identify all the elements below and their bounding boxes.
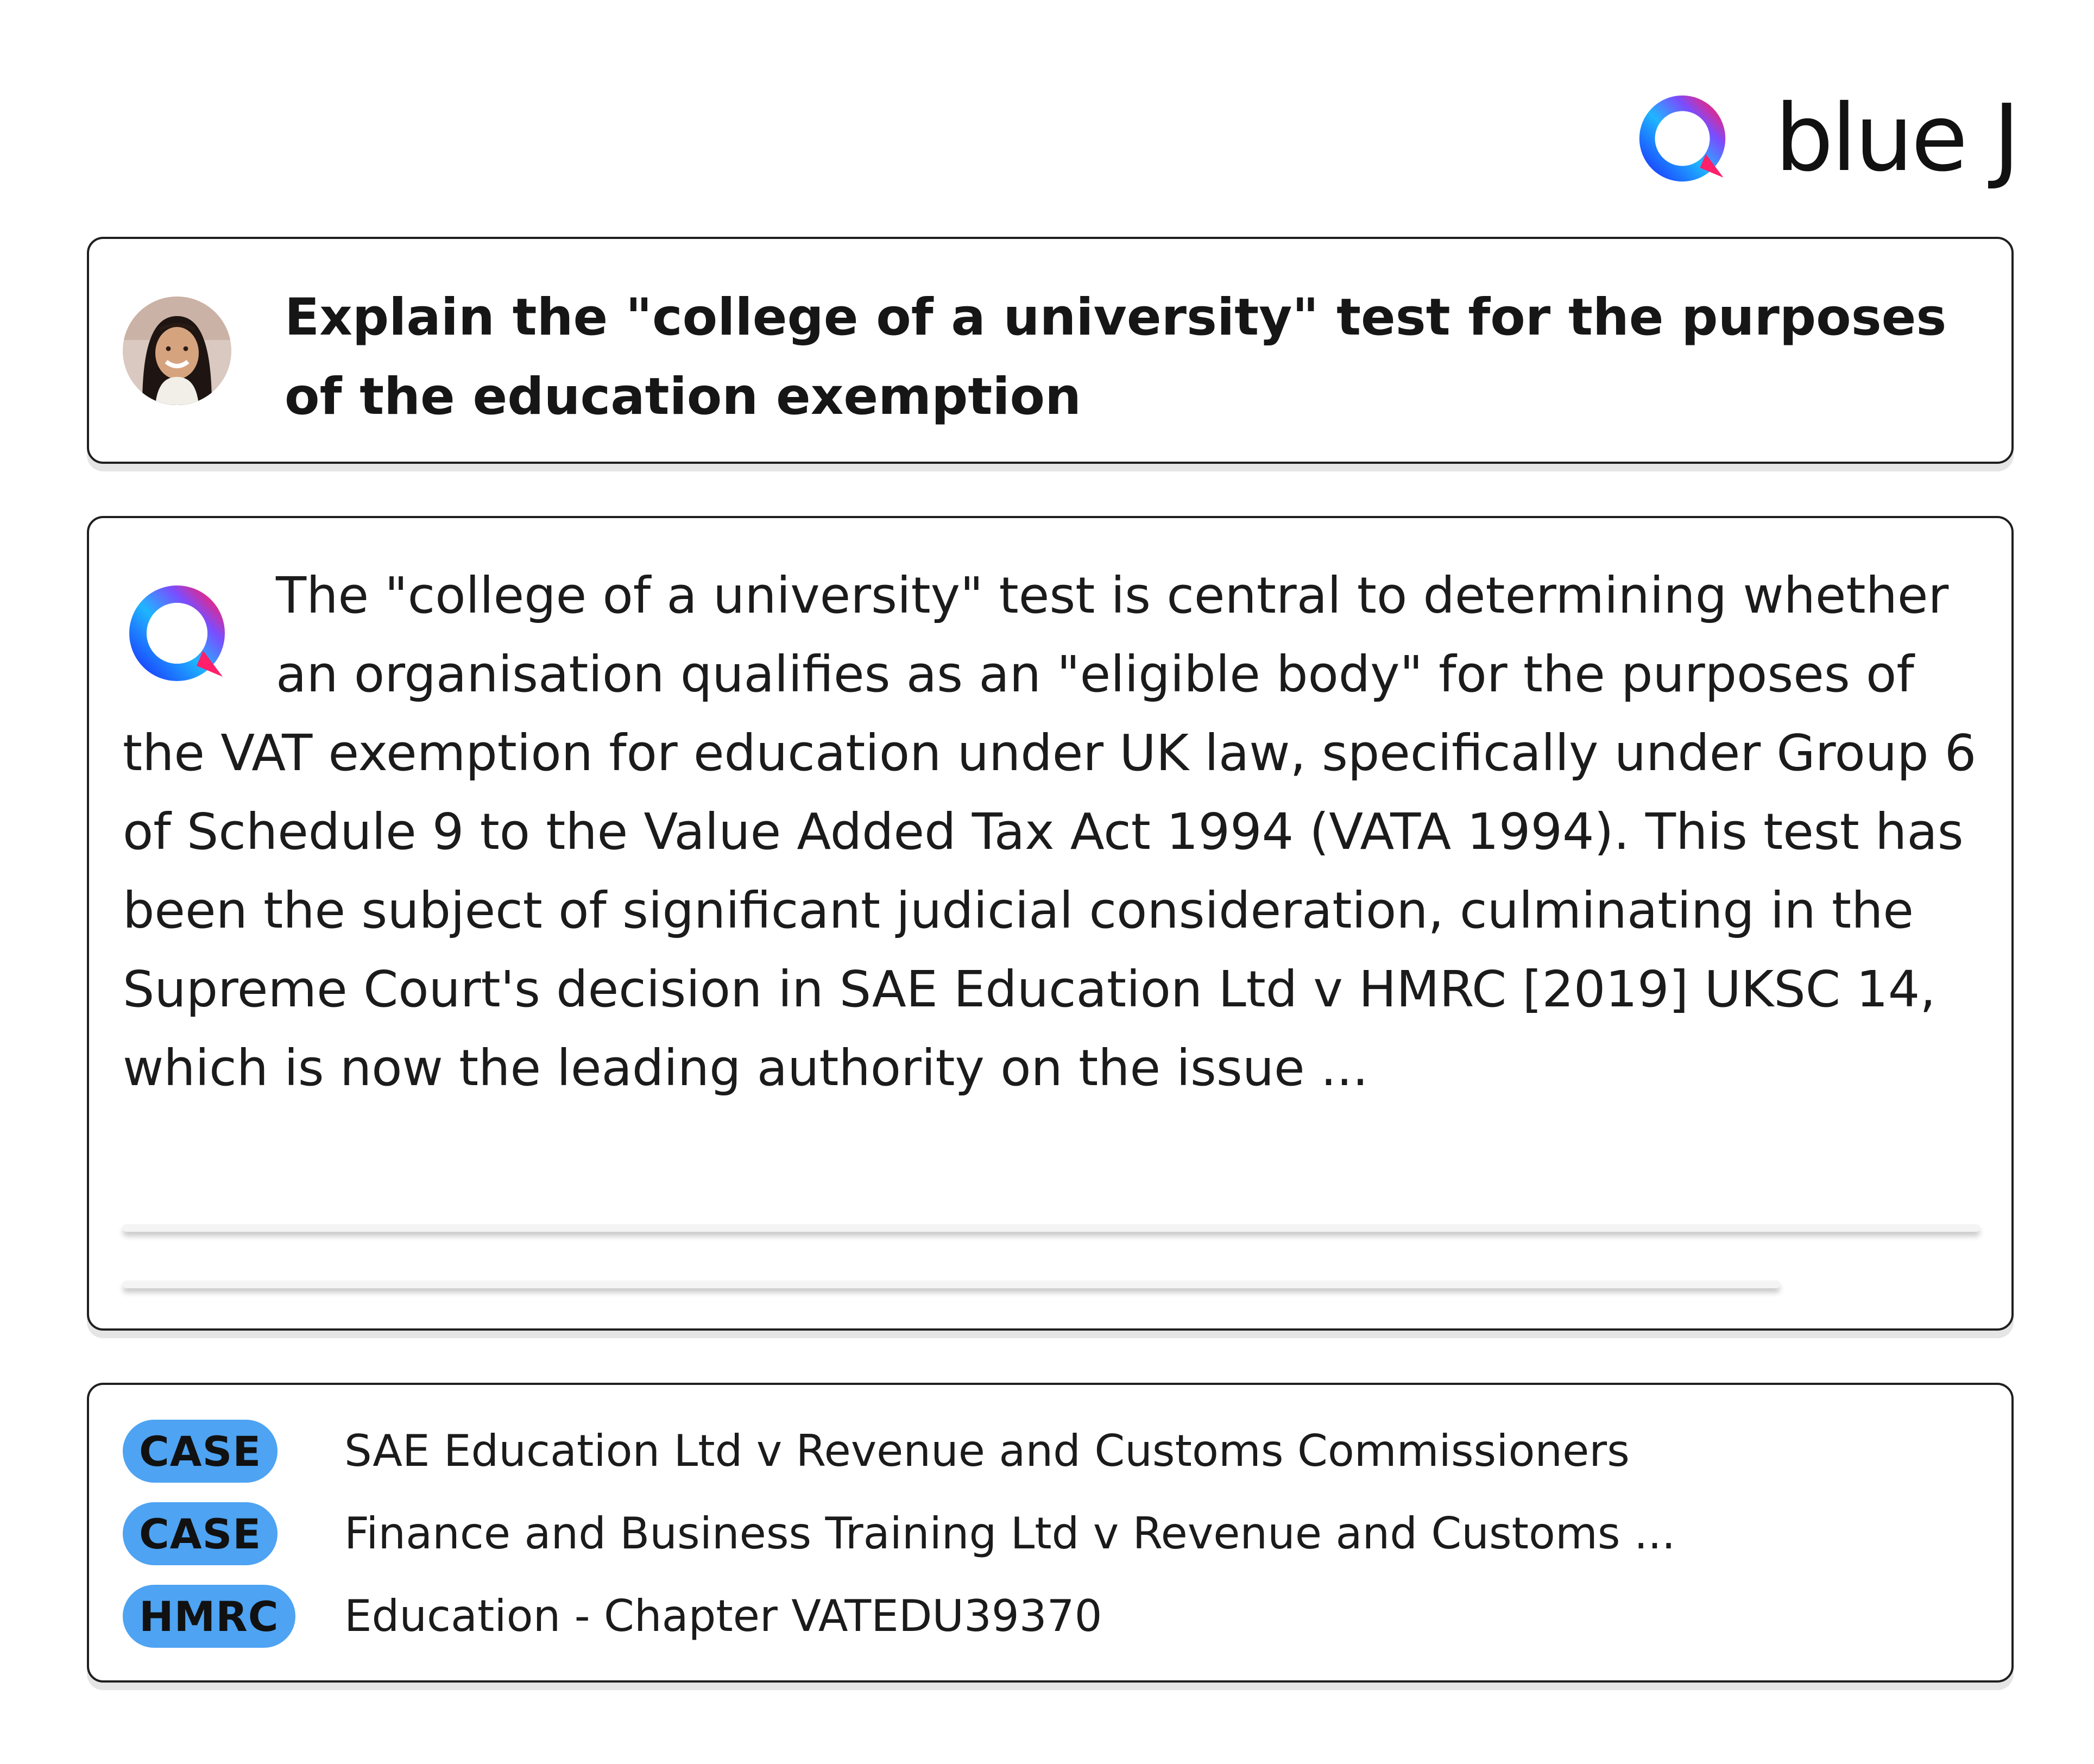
answer-card [87, 516, 2014, 1331]
bluej-logo-icon [1633, 90, 1731, 187]
source-title[interactable]: SAE Education Ltd v Revenue and Customs Commissioners [344, 1426, 1630, 1476]
source-item[interactable] [123, 1584, 1102, 1649]
answer-text-indent [123, 556, 276, 708]
user-avatar-icon [123, 297, 231, 405]
answer-text [123, 556, 1980, 1107]
source-title[interactable]: Education - Chapter VATEDU39370 [344, 1591, 1102, 1641]
loading-line-skeleton [123, 1281, 1780, 1288]
sources-card [87, 1383, 2014, 1683]
source-item[interactable] [123, 1501, 1676, 1566]
source-type-badge: CASE [123, 1502, 277, 1565]
question-text: Explain the "college of a university" test for the purposes of the education exemption [285, 288, 1947, 426]
source-title[interactable]: Finance and Business Training Ltd v Revenue and Customs ... [344, 1508, 1676, 1559]
source-type-badge: HMRC [123, 1585, 295, 1648]
brand-wordmark: blue J [1775, 85, 2018, 192]
source-type-badge: CASE [123, 1420, 277, 1483]
brand-logo [1633, 81, 2018, 196]
answer-body: The "college of a university" test is central to determining whether an organisation qualifies as an "eligible body" for the purposes of the VAT exemption for education under UK law, specifically under Group 6 of Schedule 9 to the Value Added Tax Act 1994 (VATA 1994). This test has been the subject of significant judicial consideration, culminating in the Supreme Court's decision in SAE Education Ltd v HMRC [2019] UKSC 14, which is now the leading authority on the issue ... [123, 566, 1977, 1097]
question-card [87, 237, 2014, 464]
user-avatar [123, 297, 231, 405]
loading-line-skeleton [123, 1224, 1980, 1232]
source-item[interactable] [123, 1419, 1630, 1484]
